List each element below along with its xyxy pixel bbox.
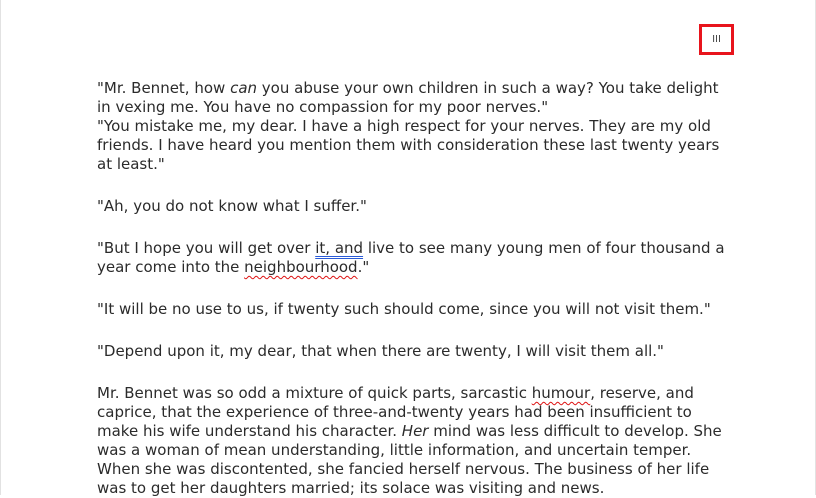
paragraph-gap xyxy=(97,361,725,384)
paragraph-gap xyxy=(97,216,725,239)
paragraph-7 xyxy=(97,384,725,498)
paragraph-text: "But I hope you will get over xyxy=(97,239,316,257)
page-marker[interactable] xyxy=(699,24,734,55)
emphasis-text: can xyxy=(230,79,258,97)
paragraph-6: "Depend upon it, my dear, that when there are twenty, I will visit them all." xyxy=(97,342,664,360)
paragraph-gap xyxy=(97,174,725,197)
spelling-flagged-word[interactable]: neighbourhood xyxy=(244,258,358,276)
paragraph-3: "Ah, you do not know what I suffer." xyxy=(97,197,367,215)
paragraph-5: "It will be no use to us, if twenty such should come, since you will not visit them." xyxy=(97,300,711,318)
paragraph-2: "You mistake me, my dear. I have a high respect for your nerves. They are my old friends. I have heard you mention them with consideration these last twenty years at least." xyxy=(97,117,720,173)
paragraph-gap xyxy=(97,277,725,300)
paragraph-text: you abuse your own children in such a way? You take delight in vexing me. You have no compassion for my poor nerves." xyxy=(97,79,719,116)
paragraph-text: , reserve, and caprice, that the experience of three-and-twenty years had been insufficient to make his wife understand his character. xyxy=(97,384,694,440)
paragraph-text: "Mr. Bennet, how xyxy=(97,79,231,97)
paragraph-1 xyxy=(97,79,725,117)
paragraph-text: Mr. Bennet was so odd a mixture of quick parts, sarcastic xyxy=(97,384,532,402)
emphasis-text: Her xyxy=(401,422,429,440)
spelling-flagged-word[interactable]: humour xyxy=(531,384,591,402)
paragraph-gap xyxy=(97,319,725,342)
grammar-flagged-text[interactable]: it, and xyxy=(315,239,364,257)
page-marker-label: III xyxy=(712,34,721,45)
paragraph-text: mind was less difficult to develop. She was a woman of mean understanding, little information, and uncertain temper. When she was discontented, she fancied herself nervous. The business of her life was to get her daughters married; its solace was visiting and news. xyxy=(97,422,722,497)
paragraph-text: live to see many young men of four thousand a year come into the xyxy=(97,239,725,276)
paragraph-4 xyxy=(97,239,725,277)
document-body[interactable] xyxy=(97,79,725,498)
paragraph-text: ." xyxy=(357,258,370,276)
